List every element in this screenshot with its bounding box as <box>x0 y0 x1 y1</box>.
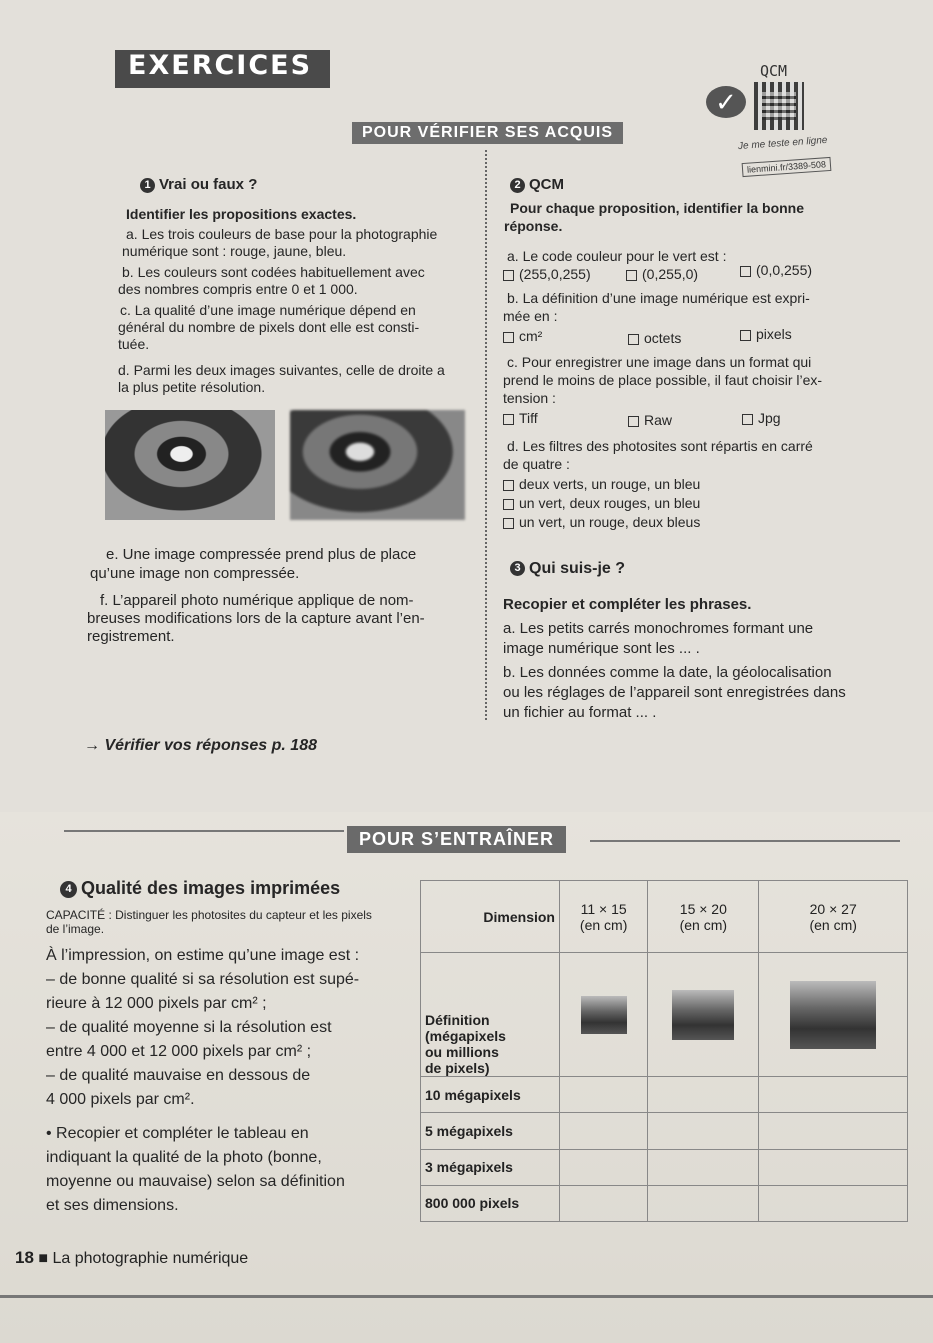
ex1-f-line2: breuses modifications lors de la capture avant l’en- <box>87 610 425 627</box>
ex2-b-opt2[interactable]: octets <box>628 330 681 347</box>
column-divider <box>485 150 487 720</box>
ex2-d-opt2[interactable]: un vert, deux rouges, un bleu <box>503 495 700 512</box>
chapter-title: La photographie numérique <box>52 1250 249 1267</box>
ex4-p3: rieure à 12 000 pixels par cm² ; <box>46 995 267 1012</box>
qcm-label: QCM <box>760 62 788 80</box>
ex4-p2: – de bonne qualité si sa résolution est supé- <box>46 971 360 988</box>
verify-answers-link[interactable]: → Vérifier vos réponses p. 188 <box>84 737 317 754</box>
table-col-header: 20 × 27 (en cm) <box>759 881 908 953</box>
sunset-photo-large <box>790 981 876 1049</box>
ex1-c-line2: général du nombre de pixels dont elle est consti- <box>118 319 420 335</box>
ex3-b-line2: ou les réglages de l’appareil sont enregistrées dans <box>503 684 846 701</box>
ex1-title: 1 Vrai ou faux ? <box>140 176 257 193</box>
checkbox[interactable] <box>503 332 514 343</box>
section-rule-right <box>590 840 900 842</box>
table-row-label: 5 mégapixels <box>421 1113 560 1149</box>
ex2-d-opt3[interactable]: un vert, un rouge, deux bleus <box>503 514 700 531</box>
ex1-f-line1: f. L’appareil photo numérique applique de nom- <box>100 592 414 609</box>
ex1-a-line1: a. Les trois couleurs de base pour la photographie <box>126 226 438 242</box>
table-cell[interactable] <box>560 1149 648 1185</box>
ex1-instruction: Identifier les propositions exactes. <box>126 206 357 222</box>
ex2-a-opt1[interactable]: (255,0,255) <box>503 266 591 283</box>
table-thumb-cell <box>648 953 759 1077</box>
ex2-c-opt1[interactable]: Tiff <box>503 410 538 427</box>
ex4-p5: entre 4 000 et 12 000 pixels par cm² ; <box>46 1043 312 1060</box>
table-row-label: 10 mégapixels <box>421 1077 560 1113</box>
ex2-instruction-line2: réponse. <box>504 218 563 234</box>
ex2-c-line2: prend le moins de place possible, il faut choisir l’ex- <box>503 372 823 388</box>
table-cell[interactable] <box>648 1185 759 1221</box>
ex4-q2: indiquant la qualité de la photo (bonne, <box>46 1149 322 1166</box>
table-row-label: 800 000 pixels <box>421 1185 560 1221</box>
checkbox[interactable] <box>626 270 637 281</box>
ex2-d-line1: d. Les filtres des photosites sont répartis en carré <box>507 438 813 454</box>
ex2-c-line1: c. Pour enregistrer une image dans un format qui <box>507 354 812 370</box>
ex1-f-line3: registrement. <box>87 628 175 645</box>
ex1-e-line1: e. Une image compressée prend plus de place <box>106 546 417 563</box>
ex4-title: 4 Qualité des images imprimées <box>60 878 340 899</box>
ex4-p1: À l’impression, on estime qu’une image est : <box>46 947 360 964</box>
ex2-c-opt3[interactable]: Jpg <box>742 410 781 427</box>
ex1-d-line1: d. Parmi les deux images suivantes, celle de droite a <box>118 362 445 378</box>
ex4-number: 4 <box>60 881 77 898</box>
ex3-title: 3 Qui suis-je ? <box>510 560 625 577</box>
table-cell[interactable] <box>560 1077 648 1113</box>
ex4-capacity-line2: de l’image. <box>46 922 105 936</box>
table-col-header: 15 × 20 (en cm) <box>648 881 759 953</box>
table-corner-dimension: Dimension <box>421 881 560 953</box>
table-row-label: 3 mégapixels <box>421 1149 560 1185</box>
table-thumb-cell <box>759 953 908 1077</box>
table-cell[interactable] <box>759 1113 908 1149</box>
ex2-b-opt3[interactable]: pixels <box>740 326 792 343</box>
ex2-b-line2: mée en : <box>503 308 558 324</box>
test-online-label: Je me teste en ligne <box>737 134 828 153</box>
sunset-photo-small <box>581 996 627 1034</box>
checkmark-icon: ✓ <box>706 86 746 118</box>
ex4-capacity-line1: CAPACITÉ : Distinguer les photosites du capteur et les pixels <box>46 908 372 922</box>
bird-image-blurred <box>290 410 465 520</box>
ex1-c-line1: c. La qualité d’une image numérique dépend en <box>120 302 416 318</box>
table-cell[interactable] <box>759 1185 908 1221</box>
checkbox[interactable] <box>740 266 751 277</box>
ex1-e-line2: qu’une image non compressée. <box>90 565 300 582</box>
ex1-a-line2: numérique sont : rouge, jaune, bleu. <box>122 243 347 259</box>
ex2-title: 2 QCM <box>510 176 564 193</box>
table-cell[interactable] <box>648 1113 759 1149</box>
checkbox[interactable] <box>503 480 514 491</box>
table-cell[interactable] <box>560 1113 648 1149</box>
ex1-number: 1 <box>140 178 155 193</box>
table-cell[interactable] <box>759 1077 908 1113</box>
table-thumb-cell <box>560 953 648 1077</box>
ex3-b-line3: un fichier au format ... . <box>503 704 657 721</box>
ex2-a: a. Le code couleur pour le vert est : <box>507 248 727 264</box>
section-rule-left <box>64 830 344 832</box>
section-heading-verify: POUR VÉRIFIER SES ACQUIS <box>352 122 623 144</box>
ex2-a-opt3[interactable]: (0,0,255) <box>740 262 812 279</box>
ex3-a-line2: image numérique sont les ... . <box>503 640 700 657</box>
checkbox[interactable] <box>628 416 639 427</box>
qr-code-pattern <box>762 92 796 120</box>
ex2-a-opt2[interactable]: (0,255,0) <box>626 266 698 283</box>
ex2-c-line3: tension : <box>503 390 556 406</box>
ex4-p6: – de qualité mauvaise en dessous de <box>46 1067 311 1084</box>
table-cell[interactable] <box>648 1077 759 1113</box>
ex2-d-opt1[interactable]: deux verts, un rouge, un bleu <box>503 476 700 493</box>
bottom-rule <box>0 1295 933 1298</box>
ex2-b-opt1[interactable]: cm² <box>503 328 542 345</box>
bird-image-sharp <box>105 410 275 520</box>
quality-table <box>420 880 908 1222</box>
checkbox[interactable] <box>628 334 639 345</box>
table-cell[interactable] <box>560 1185 648 1221</box>
ex4-q3: moyenne ou mauvaise) selon sa définition <box>46 1173 345 1190</box>
checkbox[interactable] <box>503 270 514 281</box>
checkbox[interactable] <box>503 499 514 510</box>
table-cell[interactable] <box>648 1149 759 1185</box>
ex4-q1: • Recopier et compléter le tableau en <box>46 1125 309 1142</box>
sunset-photo-medium <box>672 990 734 1040</box>
ex2-d-line2: de quatre : <box>503 456 570 472</box>
ex3-instruction: Recopier et compléter les phrases. <box>503 596 752 613</box>
ex1-b-line2: des nombres compris entre 0 et 1 000. <box>118 281 358 297</box>
table-cell[interactable] <box>759 1149 908 1185</box>
page-number: 18 <box>15 1248 34 1267</box>
checkbox[interactable] <box>742 414 753 425</box>
ex4-p7: 4 000 pixels par cm². <box>46 1091 195 1108</box>
ex2-b-line1: b. La définition d’une image numérique est expri- <box>507 290 810 306</box>
ex2-number: 2 <box>510 178 525 193</box>
table-col-header: 11 × 15 (en cm) <box>560 881 648 953</box>
footer <box>15 1248 248 1268</box>
ex1-d-line2: la plus petite résolution. <box>118 379 266 395</box>
ex4-p4: – de qualité moyenne si la résolution est <box>46 1019 332 1036</box>
ex3-b-line1: b. Les données comme la date, la géolocalisation <box>503 664 832 681</box>
checkbox[interactable] <box>503 414 514 425</box>
section-heading-practice: POUR S’ENTRAÎNER <box>347 826 566 853</box>
ex1-c-line3: tuée. <box>118 336 150 352</box>
ex3-a-line1: a. Les petits carrés monochromes formant une <box>503 620 814 637</box>
ex2-instruction-line1: Pour chaque proposition, identifier la bonne <box>510 200 805 216</box>
footer-square-icon: ■ <box>38 1250 49 1267</box>
ex3-number: 3 <box>510 561 525 576</box>
checkbox[interactable] <box>503 518 514 529</box>
online-link[interactable]: lienmini.fr/3389-508 <box>742 157 832 177</box>
page-title: EXERCICES <box>128 50 313 81</box>
ex1-b-line1: b. Les couleurs sont codées habituellement avec <box>122 264 425 280</box>
ex2-c-opt2[interactable]: Raw <box>628 412 672 429</box>
ex4-q4: et ses dimensions. <box>46 1197 179 1214</box>
table-corner-definition: Définition (mégapixels ou millions de pixels) <box>421 953 560 1077</box>
checkbox[interactable] <box>740 330 751 341</box>
